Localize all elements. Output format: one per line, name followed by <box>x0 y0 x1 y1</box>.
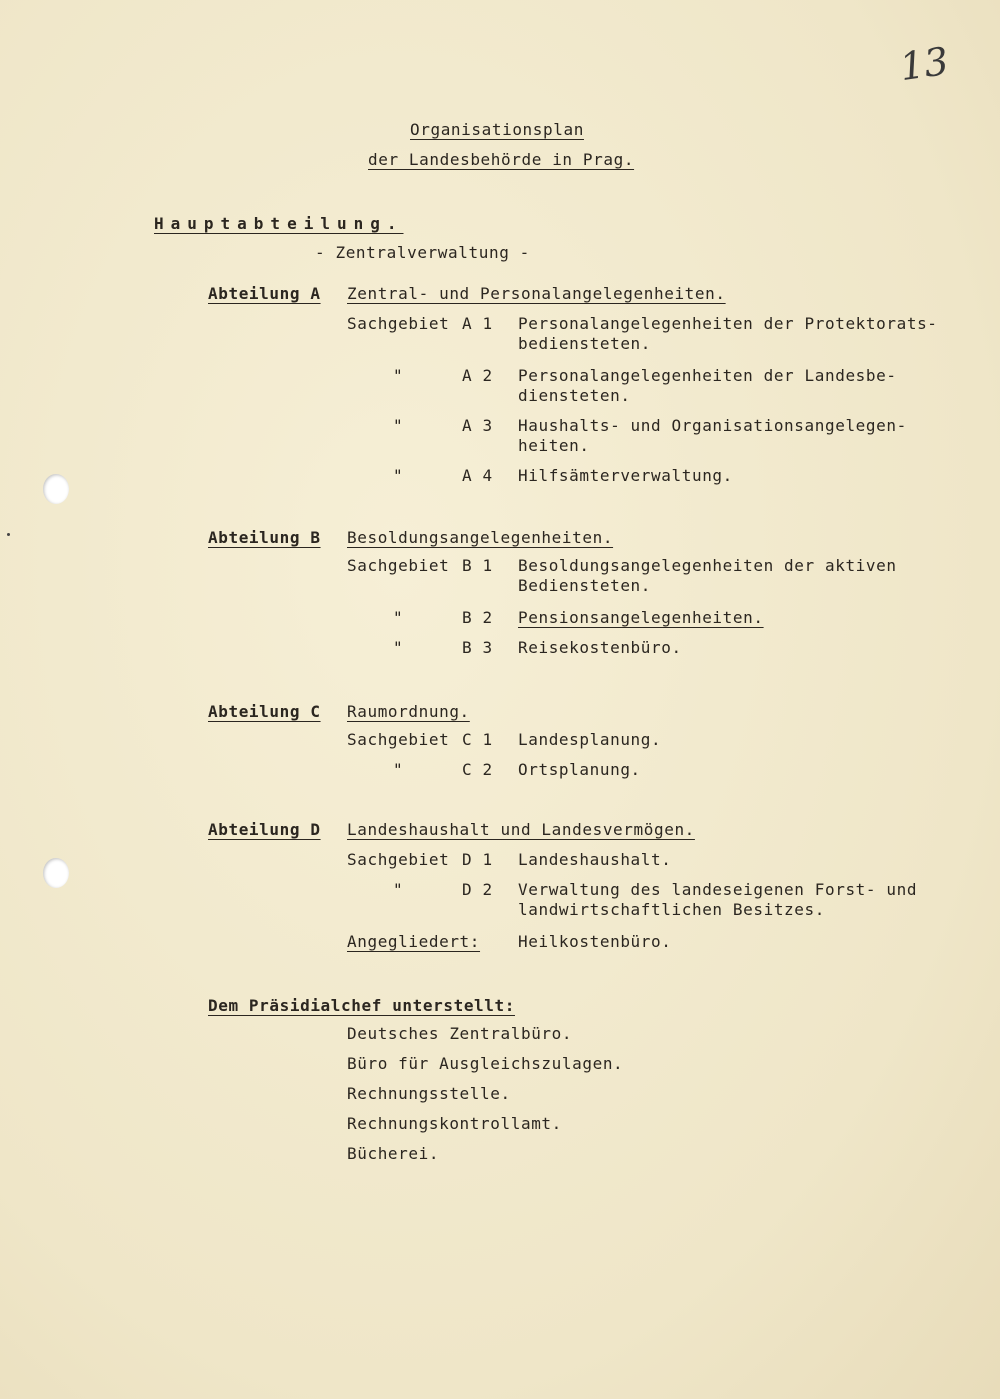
sachgebiet-label: Sachgebiet <box>347 730 450 749</box>
ditto-mark: " <box>393 638 404 657</box>
item-text-cont: heiten. <box>518 436 590 455</box>
page-number: 13 <box>897 38 952 90</box>
abteilung-c-name: Raumordnung. <box>347 702 470 721</box>
angegliedert-value: Heilkostenbüro. <box>518 932 672 951</box>
praesidial-item: Rechnungskontrollamt. <box>347 1114 562 1133</box>
sachgebiet-label: Sachgebiet <box>347 556 450 575</box>
item-text-cont: landwirtschaftlichen Besitzes. <box>518 900 825 919</box>
item-text: Personalangelegenheiten der Protektorats- <box>518 314 938 333</box>
item-text-cont: diensteten. <box>518 386 631 405</box>
praesidial-heading: Dem Präsidialchef unterstellt: <box>208 996 515 1015</box>
item-text: Personalangelegenheiten der Landesbe- <box>518 366 897 385</box>
item-text: Landeshaushalt. <box>518 850 672 869</box>
abteilung-d-label: Abteilung D <box>208 820 321 839</box>
item-code: A 2 <box>462 366 493 385</box>
praesidial-item: Rechnungsstelle. <box>347 1084 511 1103</box>
item-code: A 1 <box>462 314 493 333</box>
item-code: C 1 <box>462 730 493 749</box>
title-line-1: Organisationsplan <box>410 120 584 139</box>
abteilung-d-name: Landeshaushalt und Landesvermögen. <box>347 820 695 839</box>
abteilung-c-label: Abteilung C <box>208 702 321 721</box>
item-code: B 1 <box>462 556 493 575</box>
item-code: B 2 <box>462 608 493 627</box>
punch-hole-top <box>43 474 69 504</box>
ditto-mark: " <box>393 760 404 779</box>
praesidial-item: Bücherei. <box>347 1144 440 1163</box>
punch-hole-bottom <box>43 858 69 888</box>
praesidial-item: Büro für Ausgleichszulagen. <box>347 1054 624 1073</box>
angegliedert-label: Angegliedert: <box>347 932 481 951</box>
item-code: A 3 <box>462 416 493 435</box>
item-text: Ortsplanung. <box>518 760 641 779</box>
praesidial-item: Deutsches Zentralbüro. <box>347 1024 573 1043</box>
abteilung-b-name: Besoldungsangelegenheiten. <box>347 528 614 547</box>
item-text-cont: Bediensteten. <box>518 576 652 595</box>
item-code: D 2 <box>462 880 493 899</box>
ditto-mark: " <box>393 466 404 485</box>
item-text: Hilfsämterverwaltung. <box>518 466 733 485</box>
item-text-cont: bediensteten. <box>518 334 652 353</box>
item-text: Besoldungsangelegenheiten der aktiven <box>518 556 897 575</box>
item-text: Haushalts- und Organisationsangelegen- <box>518 416 907 435</box>
sub-heading: - Zentralverwaltung - <box>315 243 530 262</box>
margin-mark <box>7 533 10 536</box>
ditto-mark: " <box>393 880 404 899</box>
item-code: B 3 <box>462 638 493 657</box>
item-text: Verwaltung des landeseigenen Forst- und <box>518 880 918 899</box>
item-code: C 2 <box>462 760 493 779</box>
item-code: D 1 <box>462 850 493 869</box>
abteilung-b-label: Abteilung B <box>208 528 321 547</box>
title-line-2: der Landesbehörde in Prag. <box>368 150 635 169</box>
ditto-mark: " <box>393 416 404 435</box>
item-code: A 4 <box>462 466 493 485</box>
item-text: Pensionsangelegenheiten. <box>518 608 764 627</box>
sachgebiet-label: Sachgebiet <box>347 850 450 869</box>
main-heading: Hauptabteilung. <box>154 214 404 233</box>
abteilung-a-label: Abteilung A <box>208 284 321 303</box>
item-text: Landesplanung. <box>518 730 662 749</box>
abteilung-a-name: Zentral- und Personalangelegenheiten. <box>347 284 726 303</box>
sachgebiet-label: Sachgebiet <box>347 314 450 333</box>
item-text: Reisekostenbüro. <box>518 638 682 657</box>
ditto-mark: " <box>393 608 404 627</box>
ditto-mark: " <box>393 366 404 385</box>
